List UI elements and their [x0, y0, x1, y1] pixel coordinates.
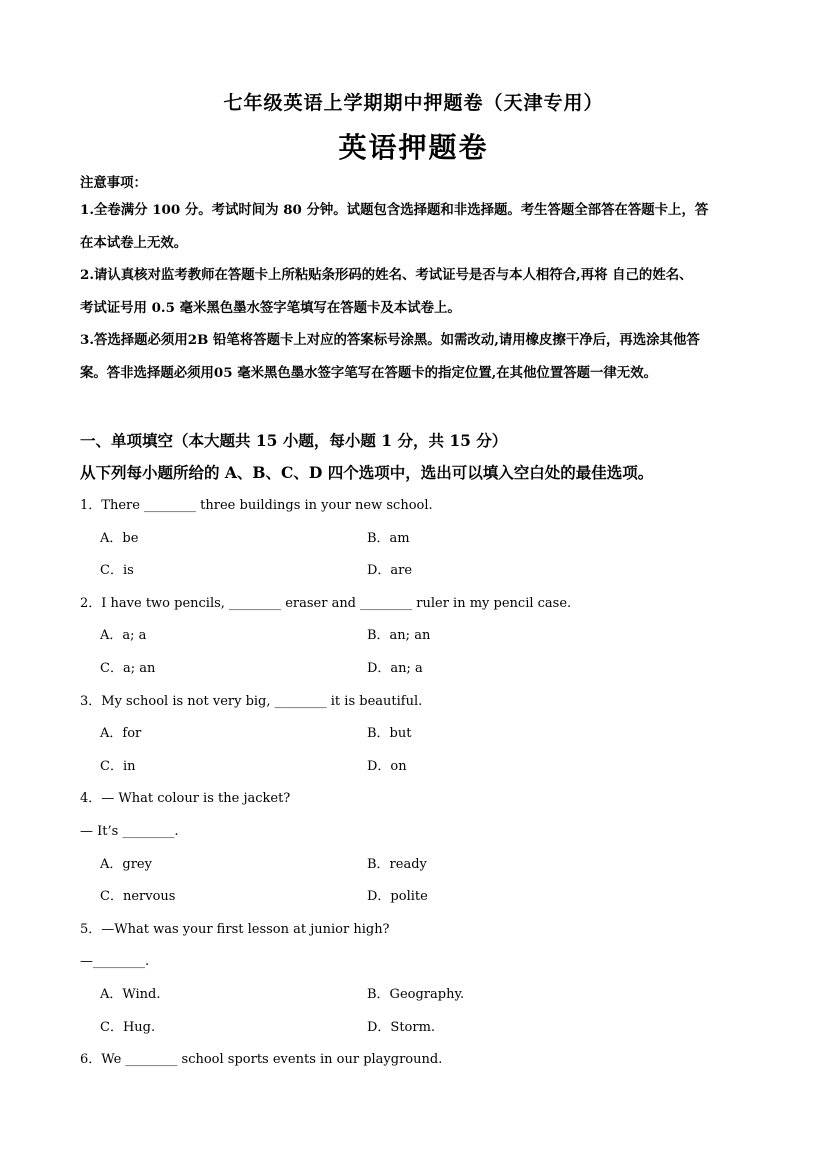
option-a: A．be: [100, 530, 139, 546]
option-a: A．grey: [100, 856, 152, 872]
question-1-options-row-2: [80, 555, 760, 588]
question-6-stem: 6．We ________ school sports events in our playground.: [80, 1052, 443, 1068]
option-c: C．in: [100, 758, 136, 774]
section-heading: 一、单项填空（本大题共 15 小题，每小题 1 分，共 15 分）: [80, 431, 508, 450]
option-c: C．is: [100, 563, 134, 579]
question-3-options-row-2: [80, 751, 760, 784]
question-1-stem: 1．There ________ three buildings in your new school.: [80, 498, 433, 513]
notes-line: 3.答选择题必须用2B 铅笔将答题卡上对应的答案标号涂黑。如需改动,请用橡皮擦干净后，再选涂其他答: [80, 332, 700, 348]
question-5-options-row-2: [80, 1012, 760, 1045]
option-d: D．are: [367, 563, 413, 579]
question-4-options-row-1: [80, 849, 760, 882]
notes-line: 在本试卷上无效。: [80, 234, 188, 251]
question-4-reply: — It’s ________.: [80, 823, 179, 839]
option-c: C．a; an: [100, 660, 156, 676]
question-4-options-row-2: [80, 881, 760, 914]
section-instruction: 从下列每小题所给的 A、B、C、D 四个选项中，选出可以填入空白处的最佳选项。: [80, 463, 654, 482]
option-b: B．ready: [367, 856, 427, 872]
question-4-stem: 4．— What colour is the jacket?: [80, 791, 291, 807]
notes-heading: 注意事项：: [80, 175, 147, 191]
question-5-stem: 5．—What was your first lesson at junior high?: [80, 921, 390, 937]
option-b: B．am: [367, 530, 410, 546]
option-b: B．but: [367, 726, 412, 742]
notes-line: 考试证号用 0.5 毫米黑色墨水签字笔填写在答题卡及本试卷上。: [80, 299, 461, 316]
question-5-options-row-1: [80, 979, 760, 1012]
option-b: B．an; an: [367, 628, 431, 644]
question-5-reply: —________.: [80, 954, 150, 970]
option-d: D．Storm.: [367, 1019, 436, 1035]
option-a: A．Wind.: [100, 986, 161, 1002]
notes-line: 2.请认真核对监考教师在答题卡上所粘贴条形码的姓名、考试证号是否与本人相符合,再将 自己的姓名、: [80, 267, 693, 283]
notes-line: 1.全卷满分 100 分。考试时间为 80 分钟。试题包含选择题和非选择题。考生答题全部答在答题卡上，答: [80, 202, 709, 218]
option-c: C．nervous: [100, 889, 176, 905]
question-list: [80, 490, 760, 1077]
question-3-options-row-1: [80, 718, 760, 751]
notes-block: [80, 172, 750, 389]
exam-subtitle: 七年级英语上学期期中押题卷（天津专用）: [223, 92, 604, 114]
notes-line: 案。答非选择题必须用05 毫米黑色墨水签字笔写在答题卡的指定位置,在其他位置答题一律无效。: [80, 364, 657, 381]
option-a: A．for: [100, 726, 142, 742]
exam-title: 英语押题卷: [338, 131, 489, 164]
question-1-options-row-1: [80, 523, 760, 556]
option-d: D．on: [367, 758, 407, 774]
option-d: D．an; a: [367, 660, 423, 676]
question-3-stem: 3．My school is not very big, ________ it is beautiful.: [80, 693, 423, 709]
question-2-stem: 2．I have two pencils, ________ eraser and ________ ruler in my pencil case.: [80, 595, 572, 611]
question-2-options-row-2: [80, 653, 760, 686]
option-d: D．polite: [367, 889, 428, 905]
option-c: C．Hug.: [100, 1019, 156, 1035]
option-b: B．Geography.: [367, 986, 465, 1002]
option-a: A．a; a: [100, 628, 147, 644]
question-2-options-row-1: [80, 620, 760, 653]
